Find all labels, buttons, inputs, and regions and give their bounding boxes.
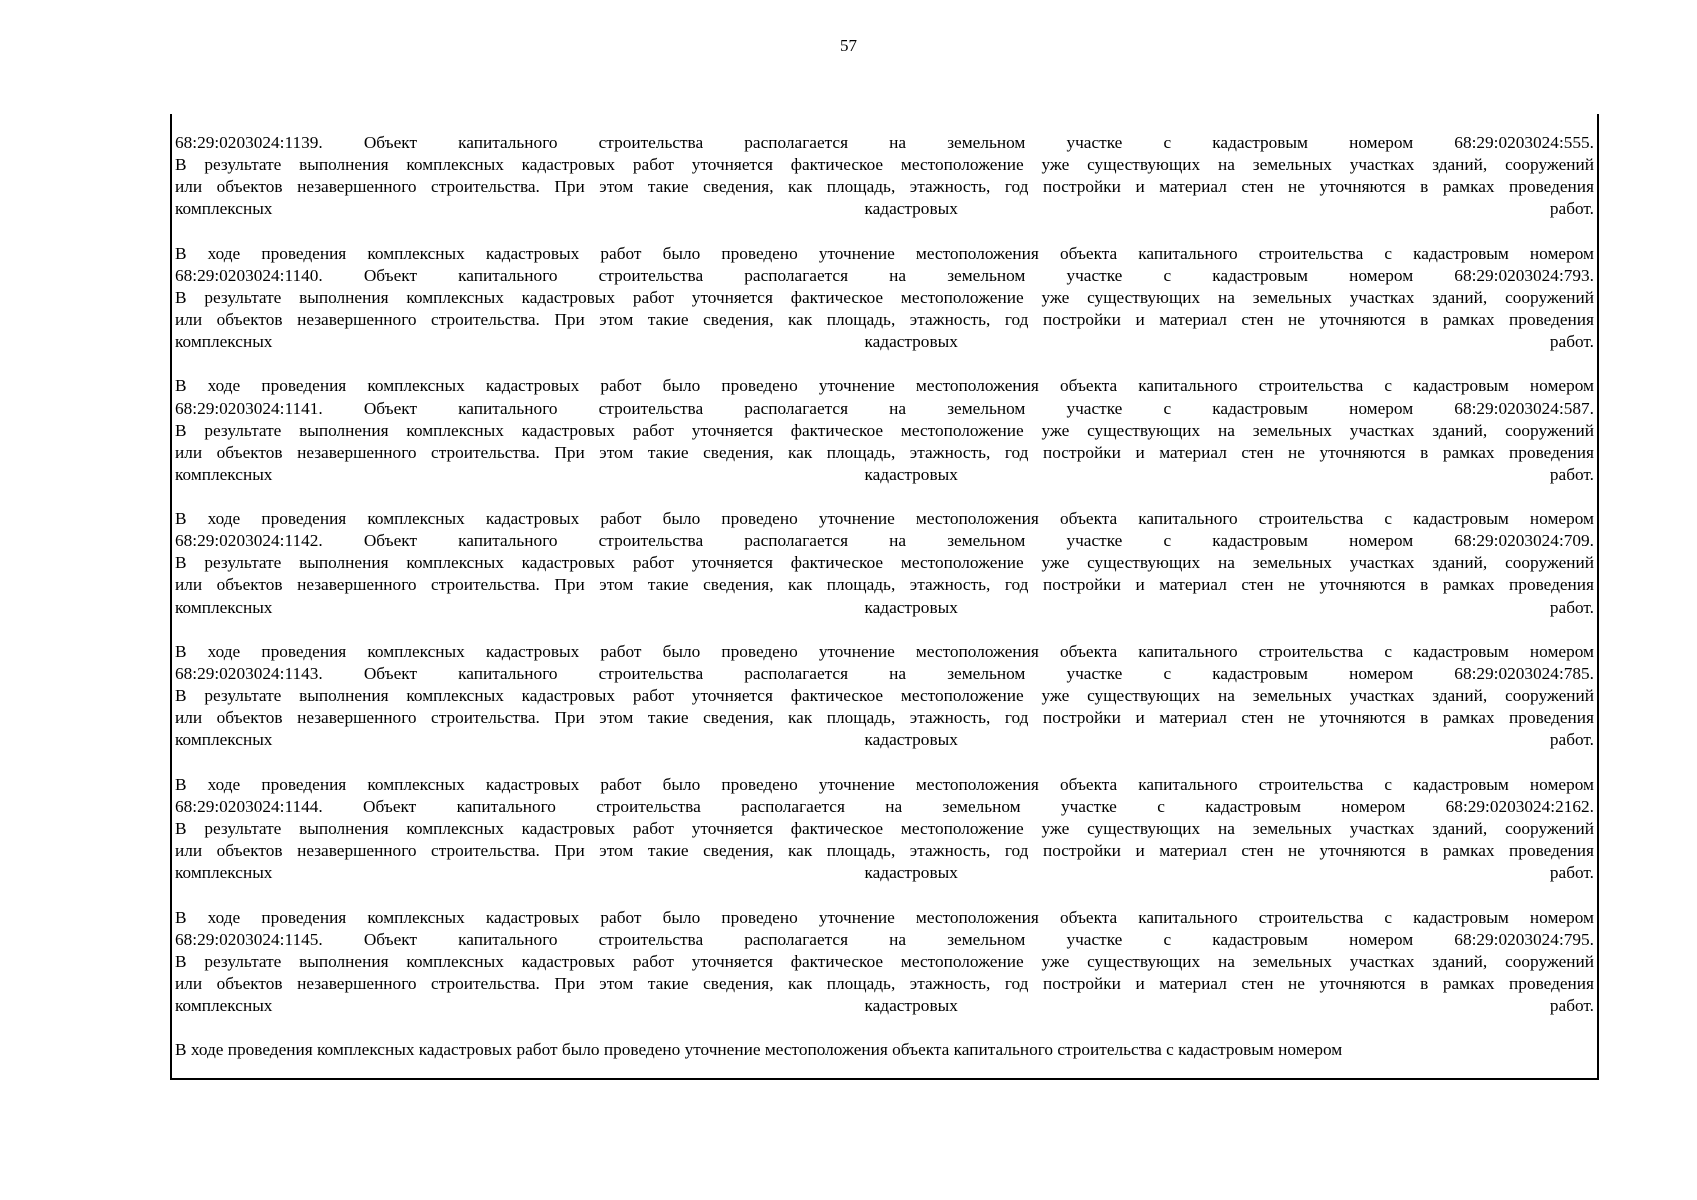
text-line: В результате выполнения комплексных кадастровых работ уточняется фактическое местоположение уже существующих на земельных участках зданий, сооружений <box>175 686 1594 706</box>
paragraph <box>175 375 1594 485</box>
text-line-last <box>175 331 1594 353</box>
text-line: В ходе проведения комплексных кадастровых работ было проведено уточнение местоположения объекта капитального строительства с кадастровым номером <box>175 509 1594 529</box>
word: работ. <box>1549 464 1594 484</box>
text-line: или объектов незавершенного строительства. При этом такие сведения, как площадь, этажность, год постройки и материал стен не уточняются в рамках проведения <box>175 177 1594 197</box>
text-line: В ходе проведения комплексных кадастровых работ было проведено уточнение местоположения объекта капитального строительства с кадастровым номером <box>175 907 1594 927</box>
text-line: 68:29:0203024:1139. Объект капитального строительства располагается на земельном участке с кадастровым номером 68:29:0203024:555. <box>175 133 1594 152</box>
text-line: 68:29:0203024:1141. Объект капитального строительства располагается на земельном участке с кадастровым номером 68:29:0203024:587. <box>175 398 1594 418</box>
text-line-last <box>175 862 1594 884</box>
text-line: В ходе проведения комплексных кадастровых работ было проведено уточнение местоположения объекта капитального строительства с кадастровым номером <box>175 1040 1343 1060</box>
page-number: 57 <box>840 36 857 55</box>
text-line: или объектов незавершенного строительства. При этом такие сведения, как площадь, этажность, год постройки и материал стен не уточняются в рамках проведения <box>175 708 1594 728</box>
text-line: 68:29:0203024:1144. Объект капитального строительства располагается на земельном участке с кадастровым номером 68:29:0203024:2162. <box>175 796 1594 816</box>
text-line: В ходе проведения комплексных кадастровых работ было проведено уточнение местоположения объекта капитального строительства с кадастровым номером <box>175 376 1594 396</box>
text-line: В ходе проведения комплексных кадастровых работ было проведено уточнение местоположения объекта капитального строительства с кадастровым номером <box>175 243 1594 263</box>
text-line: В ходе проведения комплексных кадастровых работ было проведено уточнение местоположения объекта капитального строительства с кадастровым номером <box>175 774 1594 794</box>
text-line-last <box>175 198 1594 220</box>
word: работ. <box>1549 199 1594 219</box>
text-line: или объектов незавершенного строительства. При этом такие сведения, как площадь, этажность, год постройки и материал стен не уточняются в рамках проведения <box>175 973 1594 993</box>
text-line-last <box>175 597 1594 619</box>
text-line-last <box>175 729 1594 751</box>
text-line: В результате выполнения комплексных кадастровых работ уточняется фактическое местоположение уже существующих на земельных участках зданий, сооружений <box>175 553 1594 573</box>
paragraph <box>175 641 1594 751</box>
document-frame <box>170 114 1599 1080</box>
word: работ. <box>1549 863 1594 883</box>
text-line: В результате выполнения комплексных кадастровых работ уточняется фактическое местоположение уже существующих на земельных участках зданий, сооружений <box>175 155 1594 175</box>
text-line: 68:29:0203024:1142. Объект капитального строительства располагается на земельном участке с кадастровым номером 68:29:0203024:709. <box>175 531 1594 551</box>
text-line: В результате выполнения комплексных кадастровых работ уточняется фактическое местоположение уже существующих на земельных участках зданий, сооружений <box>175 818 1594 838</box>
text-line: В результате выполнения комплексных кадастровых работ уточняется фактическое местоположение уже существующих на земельных участках зданий, сооружений <box>175 287 1594 307</box>
paragraph <box>175 508 1594 618</box>
text-line: В ходе проведения комплексных кадастровых работ было проведено уточнение местоположения объекта капитального строительства с кадастровым номером <box>175 641 1594 661</box>
paragraph <box>175 774 1594 884</box>
word: работ. <box>1549 597 1594 617</box>
text-line: или объектов незавершенного строительства. При этом такие сведения, как площадь, этажность, год постройки и материал стен не уточняются в рамках проведения <box>175 309 1594 329</box>
word: комплексных <box>175 199 273 219</box>
word: кадастровых <box>864 199 958 219</box>
word: работ. <box>1549 995 1594 1015</box>
word: работ. <box>1549 332 1594 352</box>
word: кадастровых <box>864 730 958 750</box>
word: кадастровых <box>864 464 958 484</box>
text-line: 68:29:0203024:1143. Объект капитального строительства располагается на земельном участке с кадастровым номером 68:29:0203024:785. <box>175 664 1594 684</box>
word: комплексных <box>175 597 273 617</box>
word: комплексных <box>175 863 273 883</box>
text-line: В результате выполнения комплексных кадастровых работ уточняется фактическое местоположение уже существующих на земельных участках зданий, сооружений <box>175 420 1594 440</box>
text-line: или объектов незавершенного строительства. При этом такие сведения, как площадь, этажность, год постройки и материал стен не уточняются в рамках проведения <box>175 575 1594 595</box>
text-line: 68:29:0203024:1145. Объект капитального строительства располагается на земельном участке с кадастровым номером 68:29:0203024:795. <box>175 929 1594 949</box>
text-line: или объектов незавершенного строительства. При этом такие сведения, как площадь, этажность, год постройки и материал стен не уточняются в рамках проведения <box>175 841 1594 861</box>
text-line: В результате выполнения комплексных кадастровых работ уточняется фактическое местоположение уже существующих на земельных участках зданий, сооружений <box>175 951 1594 971</box>
paragraph <box>175 132 1594 220</box>
word: кадастровых <box>864 863 958 883</box>
word: работ. <box>1549 730 1594 750</box>
word: кадастровых <box>864 332 958 352</box>
text-line-last <box>175 464 1594 486</box>
final-paragraph <box>175 1039 1594 1061</box>
text-line: или объектов незавершенного строительства. При этом такие сведения, как площадь, этажность, год постройки и материал стен не уточняются в рамках проведения <box>175 442 1594 462</box>
word: комплексных <box>175 464 273 484</box>
word: кадастровых <box>864 597 958 617</box>
word: комплексных <box>175 332 273 352</box>
paragraph <box>175 907 1594 1017</box>
word: кадастровых <box>864 995 958 1015</box>
text-line-last <box>175 995 1594 1017</box>
word: комплексных <box>175 995 273 1015</box>
document-body <box>175 132 1594 1084</box>
text-line: 68:29:0203024:1140. Объект капитального строительства располагается на земельном участке с кадастровым номером 68:29:0203024:793. <box>175 265 1594 285</box>
paragraph <box>175 243 1594 353</box>
word: комплексных <box>175 730 273 750</box>
